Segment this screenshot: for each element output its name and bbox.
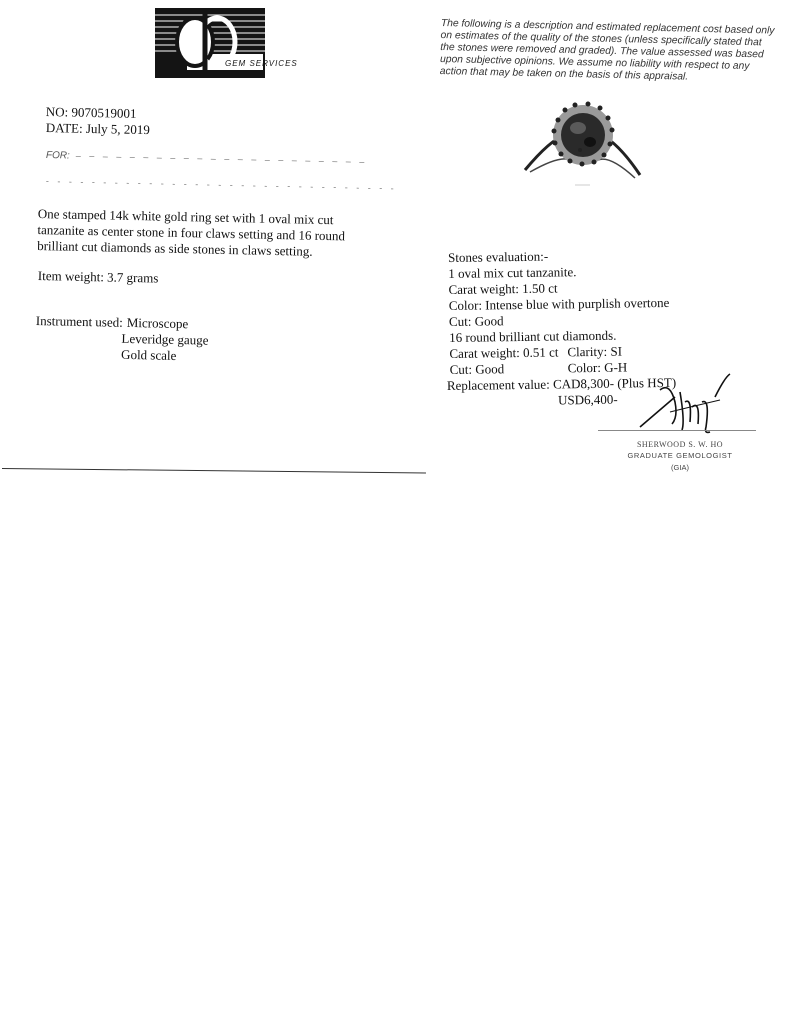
appraisal-date: DATE: July 5, 2019 <box>45 120 150 138</box>
company-logo <box>155 8 298 78</box>
diamond-clarity: Clarity: SI <box>567 343 623 360</box>
appraisal-number: NO: 9070519001 <box>45 104 137 121</box>
instrument-item: Microscope <box>126 314 189 332</box>
instruments-block <box>35 313 209 365</box>
description-line: tanzanite as center stone in four claws setting and 16 round <box>37 221 346 244</box>
evaluation-line: Carat weight: 1.50 ct <box>448 280 558 297</box>
description-line: One stamped 14k white gold ring set with 1 oval mix cut <box>37 206 334 228</box>
instrument-item: Gold scale <box>120 346 177 363</box>
evaluation-line: Cut: Good <box>448 313 504 329</box>
signature-line <box>598 430 756 431</box>
logo-text: GEM SERVICES <box>225 59 298 68</box>
for-underline-2: - - - - - - - - - - - - - - - - - - - - - - - - - - - - - - - <box>45 176 397 194</box>
replacement-usd: USD6,400- <box>558 391 618 408</box>
diamond-color: Color: G-H <box>567 359 628 376</box>
evaluation-line: 16 round brilliant cut diamonds. <box>449 327 617 345</box>
diamond-cut: Cut: Good <box>449 361 505 377</box>
for-underline: – – – – – – – – – – – – – – – – – – – – – – <box>75 150 368 167</box>
disclaimer-text: The following is a description and estimated replacement cost based only on estimates of the quality of the stones (unless specifically stated that the stones were removed and graded). The value assessed was based upon subjective opinions. We assume no liability with respect to any action that may be taken on the basis of this appraisal. <box>439 18 775 83</box>
instrument-item: Leveridge gauge <box>121 330 209 348</box>
instruments-label: Instrument used: <box>35 313 123 330</box>
ring-photo <box>520 100 645 205</box>
evaluation-heading: Stones evaluation:- <box>448 248 549 265</box>
diamond-carat: Carat weight: 0.51 ct <box>449 344 559 361</box>
signer-title: GRADUATE GEMOLOGIST <box>627 451 733 460</box>
description-line: brilliant cut diamonds as side stones in claws setting. <box>37 237 313 259</box>
evaluation-line: Color: Intense blue with purplish overtone <box>448 294 670 313</box>
signer-org: (GIA) <box>671 463 689 472</box>
replacement-value: Replacement value: CAD8,300- (Plus HST) <box>446 374 677 394</box>
page-divider <box>2 468 426 473</box>
evaluation-line: 1 oval mix cut tanzanite. <box>448 264 577 281</box>
signer-name: SHERWOOD S. W. HO <box>636 440 724 449</box>
item-weight: Item weight: 3.7 grams <box>37 268 159 286</box>
item-description <box>37 206 346 260</box>
for-label: FOR: <box>45 150 70 162</box>
for-field <box>46 150 368 168</box>
